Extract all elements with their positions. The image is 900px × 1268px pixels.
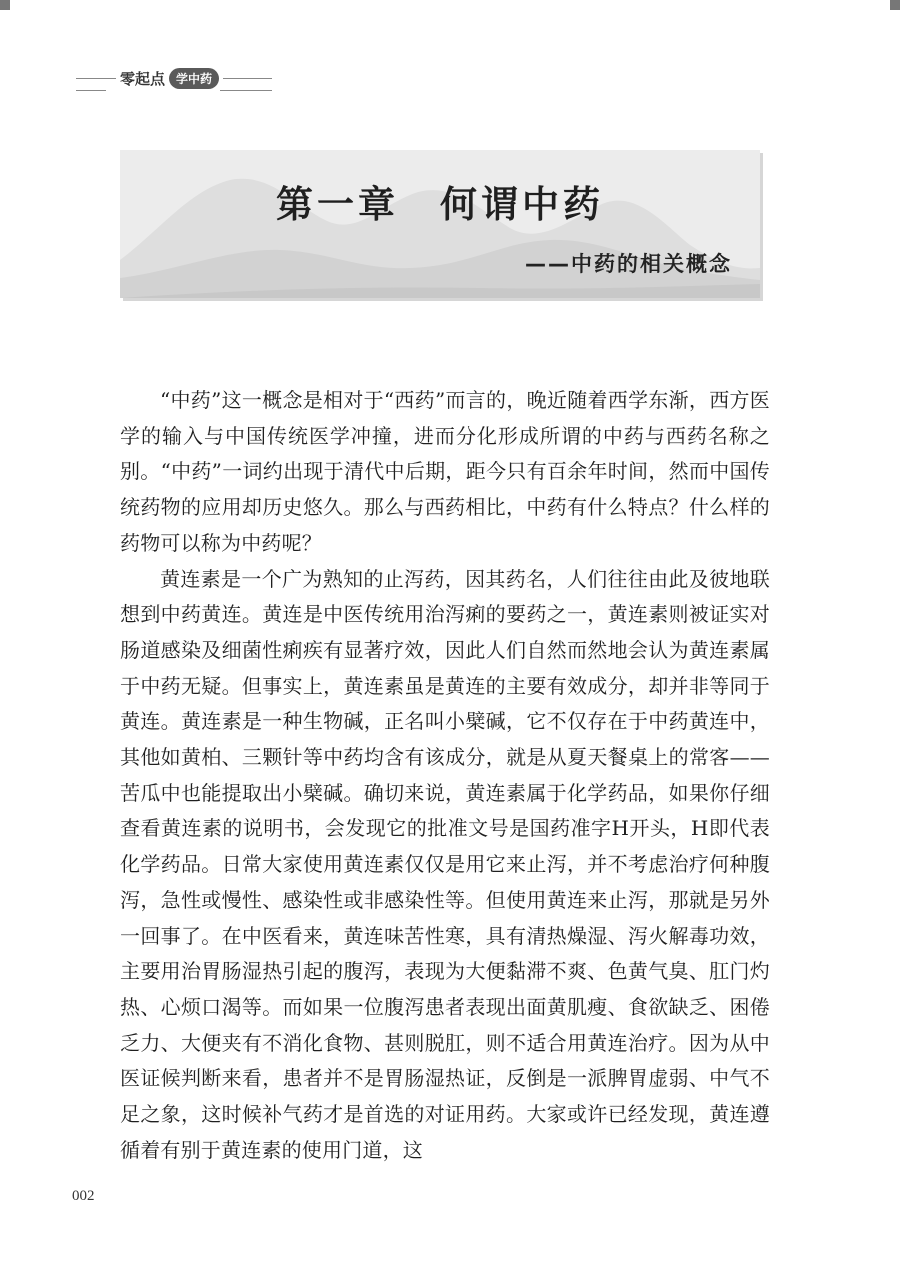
chapter-heading-box: [120, 150, 760, 298]
running-head-title-group: [116, 66, 223, 90]
running-head-rule-right: [220, 90, 272, 91]
paragraph-1: “中药”这一概念是相对于“西药”而言的，晚近随着西学东渐，西方医学的输入与中国传统医学冲撞，进而分化形成所谓的中药与西药名称之别。“中药”一词约出现于清代中后期，距今只有百余年时间，然而中国传统药物的应用却历史悠久。那么与西药相比，中药有什么特点？什么样的药物可以称为中药呢？: [120, 388, 770, 555]
running-head-badge: 学中药: [169, 68, 219, 89]
corner-mark-left: [0, 0, 10, 10]
paragraph-2: 黄连素是一个广为熟知的止泻药，因其药名，人们往往由此及彼地联想到中药黄连。黄连是中医传统用治泻痢的要药之一，黄连素则被证实对肠道感染及细菌性痢疾有显著疗效，因此人们自然而然地会认为黄连素属于中药无疑。但事实上，黄连素虽是黄连的主要有效成分，却并非等同于黄连。黄连素是一种生物碱，正名叫小檗碱，它不仅存在于中药黄连中，其他如黄柏、三颗针等中药均含有该成分，就是从夏天餐桌上的常客——苦瓜中也能提取出小檗碱。确切来说，黄连素属于化学药品，如果你仔细查看黄连素的说明书，会发现它的批准文号是国药准字H开头，H即代表化学药品。日常大家使用黄连素仅仅是用它来止泻，并不考虑治疗何种腹泻，急性或慢性、感染性或非感染性等。但使用黄连来止泻，那就是另外一回事了。在中医看来，黄连味苦性寒，具有清热燥湿、泻火解毒功效，主要用治胃肠湿热引起的腹泻，表现为大便黏滞不爽、色黄气臭、肛门灼热、心烦口渴等。而如果一位腹泻患者表现出面黄肌瘦、食欲缺乏、困倦乏力、大便夹有不消化食物、甚则脱肛，则不适合用黄连治疗。因为从中医证候判断来看，患者并不是胃肠湿热证，反倒是一派脾胃虚弱、中气不足之象，这时候补气药才是首选的对证用药。大家或许已经发现，黄连遵循着有别于黄连素的使用门道，这: [120, 566, 770, 1162]
page-number: 002: [72, 1188, 95, 1204]
running-head: [70, 66, 280, 102]
chapter-title: 第一章 何谓中药: [276, 183, 604, 226]
running-head-rule-left: [76, 90, 106, 91]
body-text: [120, 383, 770, 1168]
corner-mark-right: [890, 0, 900, 10]
chapter-subtitle: ——中药的相关概念: [525, 252, 732, 276]
running-head-title: 零起点: [120, 69, 166, 88]
